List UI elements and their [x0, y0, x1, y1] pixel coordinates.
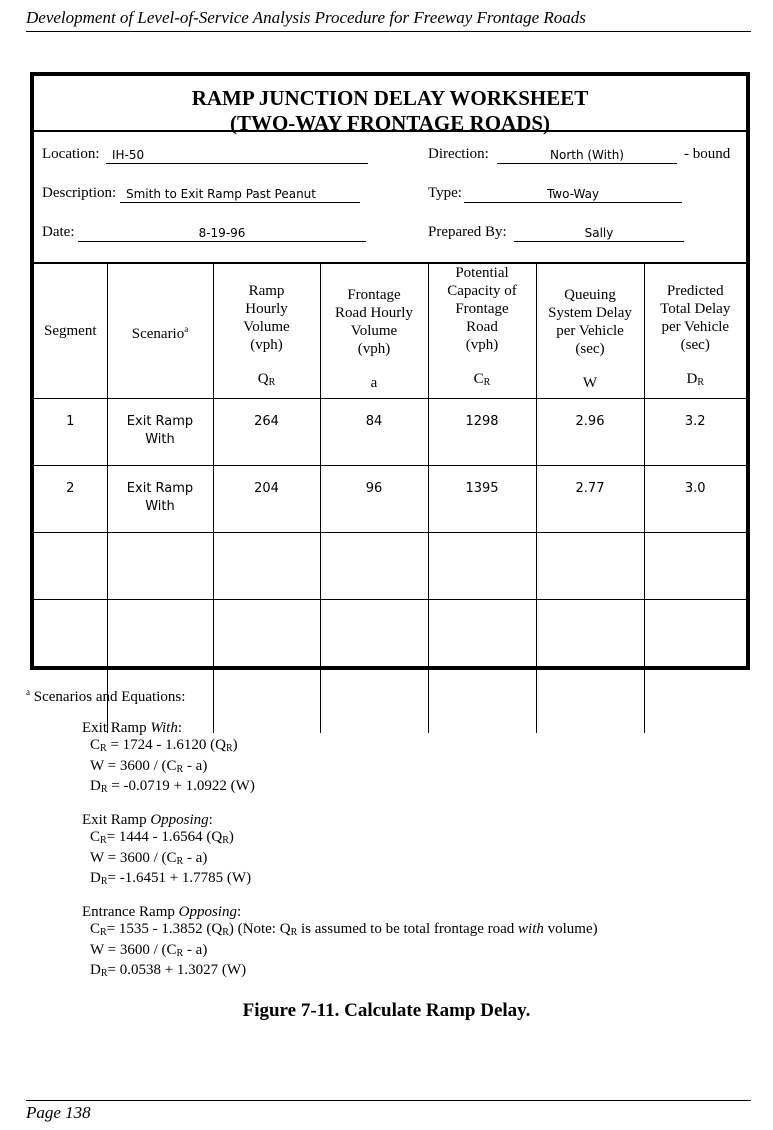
empty-cell[interactable]: [536, 533, 644, 600]
segment-cell[interactable]: 2: [34, 466, 107, 533]
empty-cell[interactable]: [320, 533, 428, 600]
table-row: [34, 466, 746, 533]
w-cell[interactable]: 2.96: [536, 399, 644, 466]
prepared-by-label: Prepared By:: [428, 224, 507, 240]
scenario-equations-notes: [26, 684, 751, 983]
qr-cell[interactable]: 204: [213, 466, 320, 533]
empty-cell[interactable]: [107, 600, 213, 667]
cr-cell[interactable]: 1298: [428, 399, 536, 466]
table-row: [34, 399, 746, 466]
empty-cell[interactable]: [428, 533, 536, 600]
col-queuing-delay-header: Queuing System Delay per Vehicle (sec) W: [536, 264, 644, 399]
table-header-row: [34, 264, 746, 399]
date-field[interactable]: 8-19-96: [78, 226, 366, 242]
ramp-junction-worksheet: [30, 72, 750, 670]
page-number: Page 138: [26, 1100, 751, 1123]
figure-caption: Figure 7-11. Calculate Ramp Delay.: [242, 1000, 531, 1021]
location-label: Location:: [42, 146, 100, 162]
table-row-empty: [34, 600, 746, 667]
col-segment-header: Segment: [34, 264, 107, 399]
segment-cell[interactable]: 1: [34, 399, 107, 466]
table-row-empty: [34, 533, 746, 600]
col-ramp-volume-header: Ramp Hourly Volume (vph) $Q_R$: [213, 264, 320, 399]
type-label: Type:: [428, 185, 462, 201]
empty-cell[interactable]: [320, 600, 428, 667]
col-scenario-header: Scenario$^a$: [107, 264, 213, 399]
type-field[interactable]: Two-Way: [464, 187, 682, 203]
col-capacity-header: Potential Capacity of Frontage Road (vph) $C_R$: [428, 264, 536, 399]
a-cell[interactable]: 84: [320, 399, 428, 466]
empty-cell[interactable]: [107, 533, 213, 600]
running-header: Development of Level-of-Service Analysis Procedure for Freeway Frontage Roads: [26, 8, 751, 32]
worksheet-title: RAMP JUNCTION DELAY WORKSHEET (TWO-WAY FRONTAGE ROADS): [34, 76, 746, 132]
a-cell[interactable]: 96: [320, 466, 428, 533]
empty-cell[interactable]: [536, 600, 644, 667]
description-label: Description:: [42, 185, 117, 201]
scenario-cell[interactable]: Exit Ramp With: [107, 466, 213, 533]
entrance-ramp-opposing-equations: Entrance Ramp Opposing: $C_R= 1535 - 1.3852$ $(Q_R)$ (Note: $Q_R$ is assumed to be total frontage road with volume) $W = 3600 / (C_R - a)$ $D_R= 0.0538 + 1.3027$ (W): [82, 903, 598, 979]
empty-cell[interactable]: [34, 600, 107, 667]
empty-cell[interactable]: [644, 533, 746, 600]
direction-label: Direction:: [428, 146, 489, 162]
location-field[interactable]: IH-50: [106, 148, 368, 164]
notes-heading: $^a$ Scenarios and Equations:: [26, 687, 186, 705]
empty-cell[interactable]: [34, 533, 107, 600]
description-field[interactable]: Smith to Exit Ramp Past Peanut: [120, 187, 360, 203]
direction-field[interactable]: North (With): [497, 148, 677, 164]
col-frontage-volume-header: Frontage Road Hourly Volume (vph) a: [320, 264, 428, 399]
scenario-cell[interactable]: Exit Ramp With: [107, 399, 213, 466]
dr-cell[interactable]: 3.0: [644, 466, 746, 533]
w-cell[interactable]: 2.77: [536, 466, 644, 533]
col-total-delay-header: Predicted Total Delay per Vehicle (sec) $D_R$: [644, 264, 746, 399]
dr-cell[interactable]: 3.2: [644, 399, 746, 466]
date-label: Date:: [42, 224, 75, 240]
prepared-by-field[interactable]: Sally: [514, 226, 684, 242]
empty-cell[interactable]: [213, 533, 320, 600]
qr-cell[interactable]: 264: [213, 399, 320, 466]
empty-cell[interactable]: [644, 600, 746, 667]
delay-table: [34, 264, 746, 733]
direction-suffix: - bound: [684, 146, 731, 162]
worksheet-info-fields: [34, 132, 746, 264]
exit-ramp-with-equations: Exit Ramp With: $C_R = 1724 - 1.6120$ $(Q_R)$ $W = 3600 / (C_R - a)$ $D_R = -0.0719 + 1.0922$ (W): [82, 719, 255, 795]
exit-ramp-opposing-equations: Exit Ramp Opposing: $C_R= 1444 - 1.6564$ $(Q_R)$ $W = 3600 / (C_R - a)$ $D_R= -1.6451 + 1.7785$ (W): [82, 811, 252, 887]
empty-cell[interactable]: [213, 600, 320, 667]
cr-cell[interactable]: 1395: [428, 466, 536, 533]
empty-cell[interactable]: [428, 600, 536, 667]
